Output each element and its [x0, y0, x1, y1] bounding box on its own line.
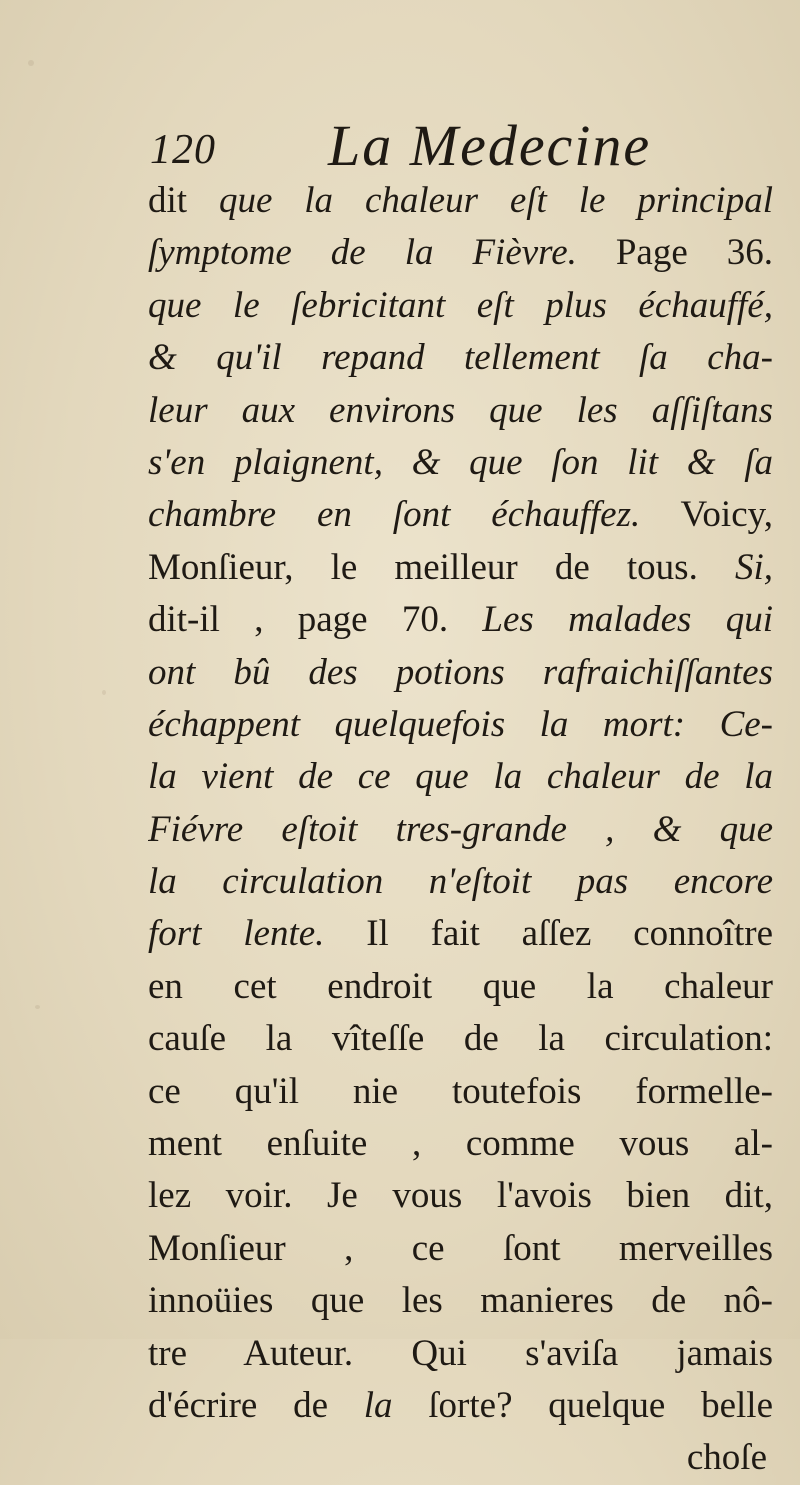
text-line [148, 280, 773, 332]
paper-speck [35, 1005, 40, 1009]
italic-segment: la circulation n'eſtoit pas encore [148, 861, 773, 903]
roman-segment: ſorte? quelque belle [392, 1384, 773, 1426]
text-line [148, 908, 773, 960]
italic-segment: la [363, 1384, 393, 1426]
text-line [148, 751, 773, 803]
italic-segment: s'en plaignent, & que ſon lit & ſa [148, 441, 773, 483]
roman-segment: ment enſuite , comme vous al- [148, 1123, 773, 1165]
italic-segment: leur aux environs que les aſſiſtans [148, 389, 773, 431]
text-line [148, 437, 773, 489]
roman-segment: dit-il , page 70. [148, 599, 483, 641]
text-line [148, 1013, 773, 1065]
roman-segment: Page 36. [576, 232, 773, 274]
roman-segment: Voicy, [640, 494, 773, 536]
roman-segment: ce qu'il nie toutefois formelle- [148, 1070, 773, 1112]
text-line [148, 489, 773, 541]
italic-segment: Les malades qui [482, 599, 773, 641]
text-line [148, 385, 773, 437]
text-line [148, 1170, 773, 1222]
text-line [148, 647, 773, 699]
text-line [148, 1275, 773, 1327]
roman-segment: en cet endroit que la chaleur [148, 965, 773, 1007]
roman-segment: dit [148, 180, 219, 221]
text-line [148, 332, 773, 384]
text-line [148, 856, 773, 908]
text-line [148, 1223, 773, 1275]
running-title: La Medecine [328, 113, 652, 178]
page-header [150, 112, 770, 182]
text-line [148, 699, 773, 751]
text-line [148, 1328, 773, 1380]
italic-segment: que la chaleur eſt le principal [218, 180, 773, 221]
italic-segment: ont bû des potions rafraichiſſantes [148, 651, 773, 693]
page-number: 120 [150, 127, 216, 173]
roman-segment: innoüies que les manieres de nô- [148, 1280, 773, 1322]
text-line [148, 1432, 773, 1484]
italic-segment: & qu'il repand tellement ſa cha- [148, 337, 773, 379]
roman-segment: tre Auteur. Qui s'aviſa jamais [148, 1332, 773, 1374]
text-line [148, 1118, 773, 1170]
text-line [148, 227, 773, 279]
text-line [148, 1380, 773, 1432]
paper-speck [28, 60, 34, 66]
italic-segment: ſymptome de la Fièvre. [148, 232, 577, 274]
body-text [148, 175, 773, 1485]
roman-segment: choſe [686, 1437, 767, 1479]
roman-segment: Monſieur, le meilleur de tous. [148, 546, 735, 588]
italic-segment: Si, [734, 546, 773, 588]
roman-segment: Il fait aſſez connoître [324, 913, 773, 955]
roman-segment: d'écrire de [148, 1384, 364, 1426]
italic-segment: que le ſebricitant eſt plus échauffé, [148, 284, 773, 326]
paper-speck [102, 690, 106, 695]
text-line [148, 804, 773, 856]
text-line [148, 175, 773, 227]
roman-segment: Monſieur , ce ſont merveilles [148, 1227, 773, 1269]
italic-segment: fort lente. [148, 913, 325, 955]
roman-segment: cauſe la vîteſſe de la circulation: [148, 1018, 773, 1060]
roman-segment: lez voir. Je vous l'avois bien dit, [148, 1175, 773, 1217]
italic-segment: échappent quelquefois la mort: Ce- [148, 703, 773, 745]
italic-segment: chambre en ſont échauffez. [148, 494, 641, 536]
italic-segment: Fiévre eſtoit tres-grande , & que [148, 808, 773, 850]
text-line [148, 594, 773, 646]
text-line [148, 1066, 773, 1118]
text-line [148, 542, 773, 594]
text-line [148, 961, 773, 1013]
italic-segment: la vient de ce que la chaleur de la [148, 756, 773, 798]
